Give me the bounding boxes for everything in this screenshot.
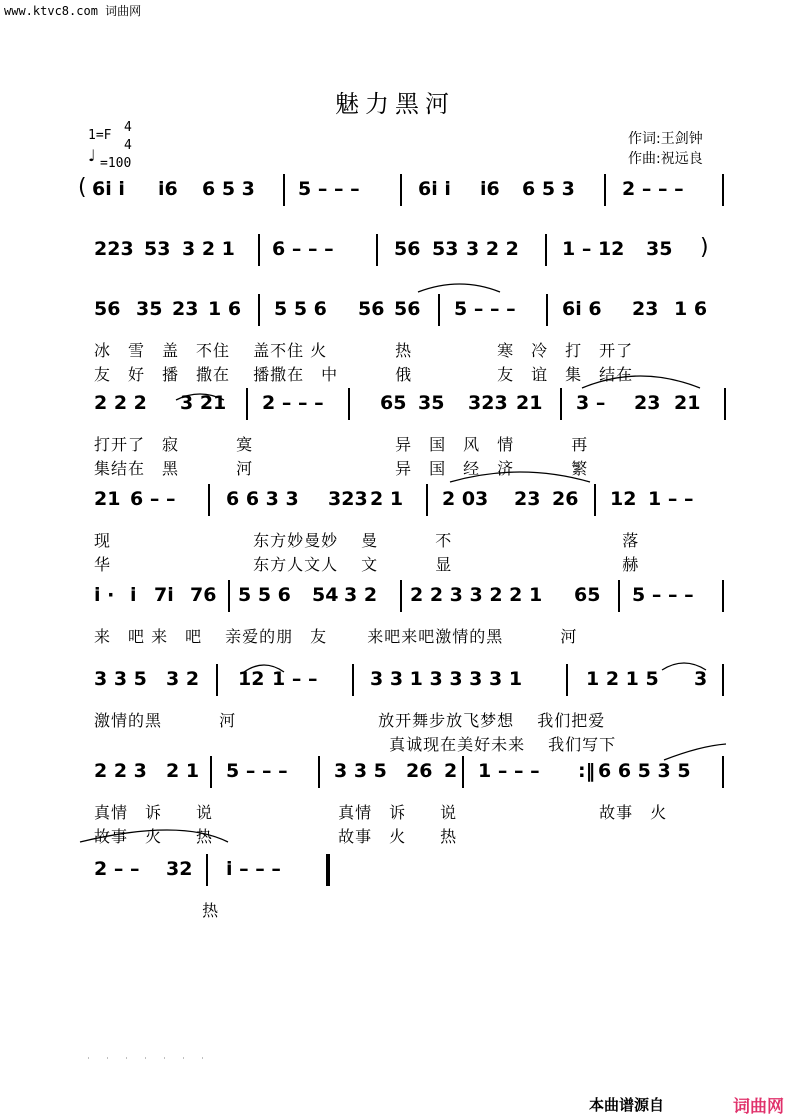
note-group: 26 [406,760,433,782]
note-group: 1 2 1 5 [586,668,659,690]
note-group: 3 2 [344,584,378,606]
note-group: 323 [328,488,368,510]
note-group: 3 3 1 3 3 3 3 1 [370,668,523,690]
note-group: 6 – – – [272,238,334,260]
note-group: 56 [358,298,385,320]
note-group: 6i i [418,178,451,200]
note-group: 2 1 [370,488,404,510]
note-group: 5 – – – [298,178,360,200]
note-group: 3 21 [180,392,227,414]
lyric-line: 来 吧 来 吧 亲爱的朋 友 来吧来吧激情的黑 河 [94,627,578,646]
note-group: 35 [418,392,445,414]
composer-credit: 作曲:祝远良 [628,151,703,167]
note-group: 5 5 6 [238,584,291,606]
lyric-line: 集结在 黑 河 异 国 经 济 繁 [94,459,589,478]
note-group: 21 [516,392,543,414]
lyric-line: 故事 火 热 故事 火 热 [94,827,458,846]
note-group: 5 – – – [632,584,694,606]
lyric-line: 友 好 播 撒在 播撒在 中 俄 友 谊 集 结在 [94,365,634,384]
note-group: 6 5 3 [522,178,575,200]
site-logo[interactable]: 词曲网 [733,1097,784,1117]
note-group: 54 [312,584,339,606]
note-group: 2 – – – [622,178,684,200]
slur [582,376,700,388]
note-group: 21 [674,392,701,414]
lyric-line: 打开了 寂 寞 异 国 风 情 再 [94,435,589,454]
note-group: 6 5 3 [202,178,255,200]
note-group: 1 – – [648,488,694,510]
tempo-marking: =100 [100,156,132,171]
note-group: 3 – [576,392,606,414]
note-group: 53 [144,238,171,260]
lyric-line: 热 [94,901,220,920]
note-group: 3 3 5 [94,668,147,690]
slur [418,284,500,292]
note-group: i6 [480,178,500,200]
note-group: 3 2 [166,668,200,690]
note-group: 56 [394,238,421,260]
note-group: 1 6 [674,298,708,320]
note-group: 5 – – – [226,760,288,782]
note-group: 1 – – – [478,760,540,782]
note-group: 2 2 3 3 2 2 1 [410,584,543,606]
slur [664,744,726,760]
note-group: 53 [432,238,459,260]
note-group: 23 [632,298,659,320]
note-group: 32 [166,858,193,880]
source-label: 本曲谱源自 [588,1096,664,1114]
note-group: 3 2 2 [466,238,519,260]
note-group: 76 [190,584,217,606]
note-group: 1 – 12 [562,238,625,260]
quarter-note-icon: ♩ [88,146,96,165]
note-group: 2 2 2 [94,392,147,414]
note-group: 12 [610,488,637,510]
note-group: 2 [444,760,458,782]
note-group: 65 [574,584,601,606]
lyric-line: 激情的黑 河 放开舞步放飞梦想 我们把爱 [94,711,606,730]
note-group: 6i i [92,178,125,200]
note-group: 65 [380,392,407,414]
note-group: 7i [154,584,174,606]
note-group: 26 [552,488,579,510]
note-group: 2 – – [94,858,140,880]
meter-top: 4 [124,120,132,135]
note-group: 323 [468,392,508,414]
note-group: 5 5 6 [274,298,327,320]
note-group: 3 3 5 [334,760,387,782]
note-group: 23 [514,488,541,510]
note-group: 21 [94,488,121,510]
note-group: 2 1 [166,760,200,782]
note-group: 2 03 [442,488,489,510]
lyric-line: 华 东方人文人 文 显 赫 [94,555,640,574]
lyric-line: 冰 雪 盖 不住 盖不住 火 热 寒 冷 打 开了 [94,341,634,360]
slur [80,830,228,842]
song-title: 魅力黑河 [335,90,455,118]
note-group: 6 6 3 3 [226,488,299,510]
note-group: 56 [394,298,421,320]
note-group: 1 – – [272,668,318,690]
note-group: 3 [694,668,708,690]
note-group: 12 [238,668,265,690]
slur [662,663,706,670]
note-group: ( [78,175,87,200]
note-group: 23 [634,392,661,414]
note-group: 5 – – – [454,298,516,320]
note-group: i6 [158,178,178,200]
note-group: ) [700,235,709,260]
note-group: 6i 6 [562,298,602,320]
note-group: :‖ [578,760,596,782]
slur [244,665,284,672]
note-group: 6 6 5 3 5 [598,760,691,782]
note-group: 2 2 3 [94,760,147,782]
note-group: 223 [94,238,134,260]
note-group: 2 – – – [262,392,324,414]
lyric-line: 现 东方妙曼妙 曼 不 落 [94,531,640,550]
note-group: i · [94,584,115,606]
site-url[interactable]: www.ktvc8.com 词曲网 [4,4,142,18]
lyricist-credit: 作词:王剑钟 [628,131,703,147]
key-signature: 1=F [88,128,112,143]
note-group: i [130,584,137,606]
note-group: 6 – – [130,488,176,510]
note-group: 35 [136,298,163,320]
note-group: 35 [646,238,673,260]
meter-bottom: 4 [124,138,132,153]
slur [176,394,224,400]
note-group: 3 2 1 [182,238,235,260]
lyric-line: 真情 诉 说 真情 诉 说 故事 火 [94,803,668,822]
note-group: 23 [172,298,199,320]
slur [450,472,590,482]
lyric-line: 真诚现在美好未来 我们写下 [94,735,617,754]
note-group: i – – – [226,858,281,880]
note-group: 56 [94,298,121,320]
note-group: 1 6 [208,298,242,320]
